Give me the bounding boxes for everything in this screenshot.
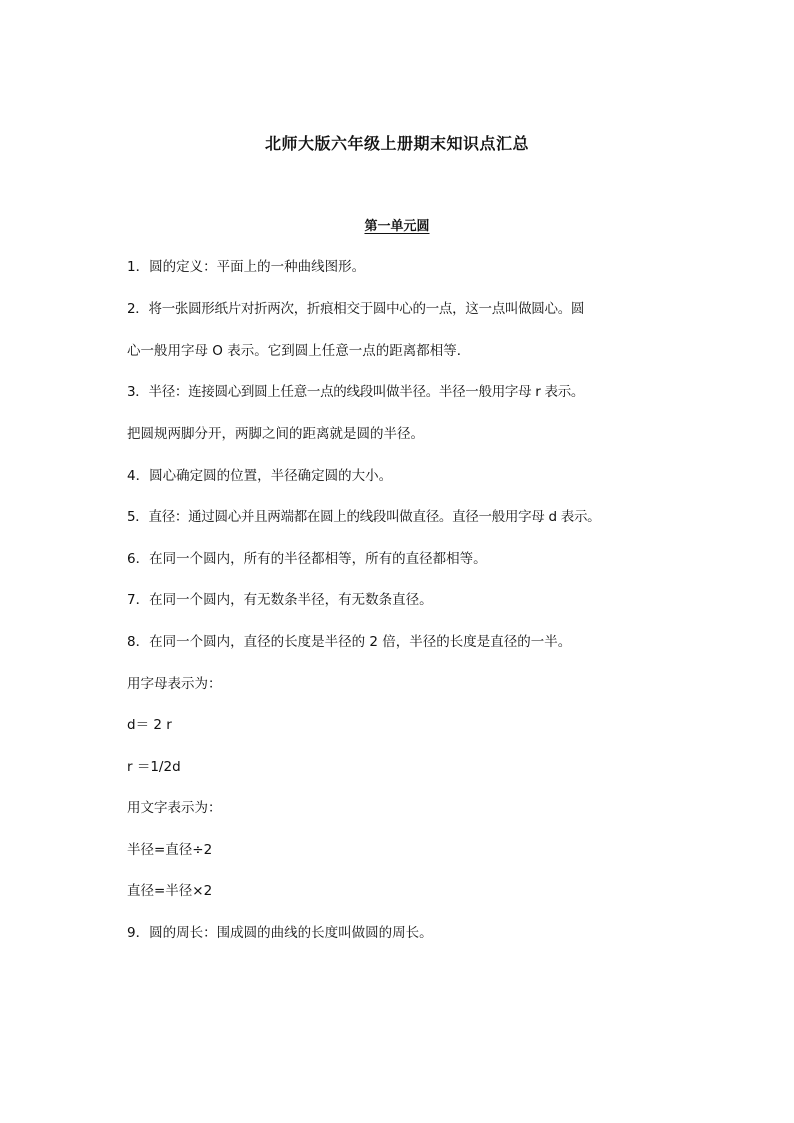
- paragraph-line: 4．圆心确定圆的位置，半径确定圆的大小。: [127, 468, 393, 484]
- paragraph-line: 8．在同一个圆内，直径的长度是半径的 2 倍，半径的长度是直径的一半。: [127, 634, 572, 650]
- section-heading-text: 第一单元圆: [364, 219, 430, 234]
- paragraph-line: 用字母表示为：: [127, 676, 222, 692]
- paragraph-line: 9．圆的周长：围成圆的曲线的长度叫做圆的周长。: [127, 925, 433, 941]
- paragraph-line: 把圆规两脚分开，两脚之间的距离就是圆的半径。: [127, 426, 424, 442]
- paragraph-line: 7．在同一个圆内，有无数条半径，有无数条直径。: [127, 592, 433, 608]
- paragraph-line: 用文字表示为：: [127, 800, 222, 816]
- paragraph-line: 5．直径：通过圆心并且两端都在圆上的线段叫做直径。直径一般用字母 d 表示。: [127, 509, 601, 525]
- paragraph-line: 心一般用字母 O 表示。它到圆上任意一点的距离都相等．: [127, 343, 471, 359]
- document-title: 北师大版六年级上册期末知识点汇总: [264, 134, 529, 153]
- formula-line: d＝ 2 r: [127, 717, 172, 733]
- formula-line: 半径=直径÷2: [127, 842, 213, 858]
- paragraph-line: 2．将一张圆形纸片对折两次，折痕相交于圆中心的一点，这一点叫做圆心。圆: [127, 301, 585, 317]
- paragraph-line: 3．半径：连接圆心到圆上任意一点的线段叫做半径。半径一般用字母 r 表示。: [127, 384, 585, 400]
- formula-line: r ＝1/2d: [127, 759, 181, 775]
- paragraph-line: 6．在同一个圆内，所有的半径都相等，所有的直径都相等。: [127, 551, 487, 567]
- paragraph-line: 1．圆的定义：平面上的一种曲线图形。: [127, 259, 366, 275]
- formula-line: 直径=半径×2: [127, 883, 213, 899]
- section-heading: [0, 215, 794, 234]
